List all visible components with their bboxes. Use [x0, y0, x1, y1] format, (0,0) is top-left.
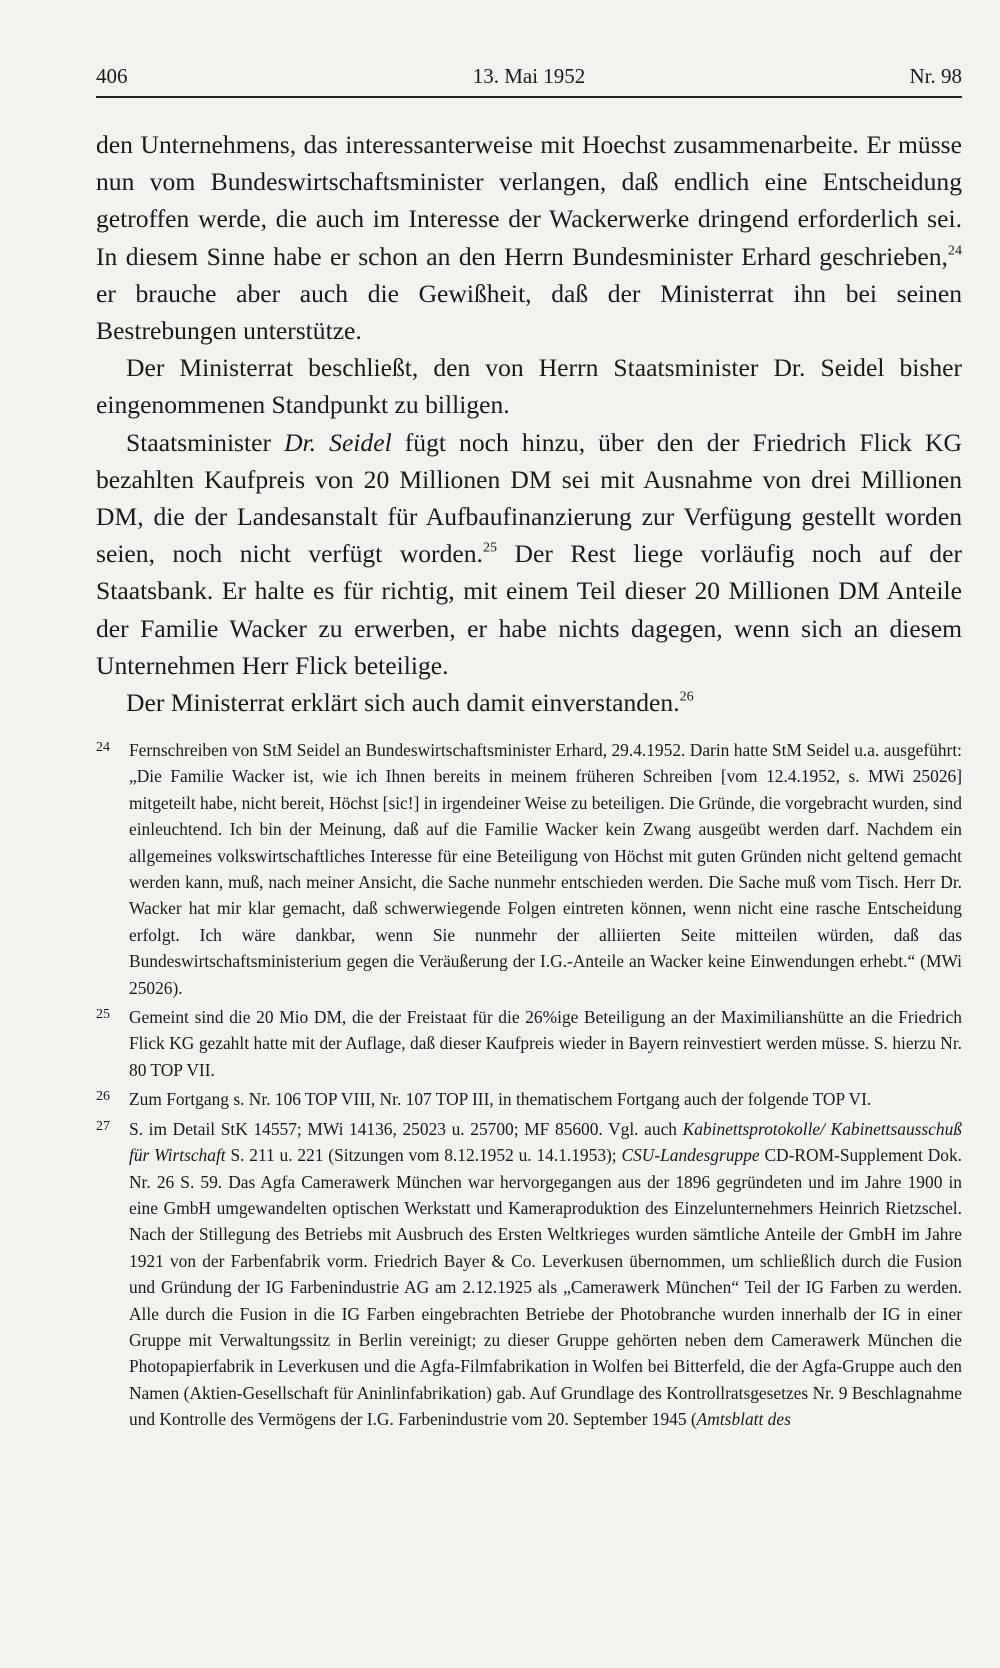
- header-date: 13. Mai 1952: [472, 64, 586, 88]
- paragraph-1-text-a: den Unternehmens, das interessanterweise mit Hoechst zusammenarbeite. Er müsse nun vom Bundeswirtschaftsminister verlangen, daß endlich eine Entscheidung getroffen werde, die auch im Interesse der Wackerwerke dringend erforderlich sei. In diesem Sinne habe er schon an den Herrn Bundesminister Erhard geschrieben,: [96, 130, 962, 271]
- footnote-text-b: S. 211 u. 221 (Sitzungen vom 8.12.1952 u. 14.1.1953);: [225, 1145, 622, 1166]
- footnote-26: [96, 1086, 962, 1112]
- footnote-25: [96, 1004, 962, 1083]
- running-header: [96, 62, 962, 98]
- main-text: [96, 126, 962, 721]
- speaker-name: Dr. Seidel: [284, 427, 392, 457]
- footnote-24: [96, 737, 962, 1001]
- paragraph-3-text-b: Der Rest liege vorläufig noch auf der Staatsbank. Er halte es für richtig, mit einem Teil dieser 20 Millionen DM Anteile der Familie Wacker zu erwerben, er habe nichts dagegen, wenn sich an diesem Unternehmen Herr Flick beteilige.: [96, 539, 962, 680]
- footnotes-section: [96, 737, 962, 1436]
- footnote-number: 27: [96, 1118, 110, 1134]
- paragraph-3-lead: Staatsminister: [126, 427, 285, 457]
- paragraph-4: [96, 684, 962, 721]
- footnote-citation-title: Kabinettsprotokolle/ Kabinettsausschuß für Wirtschaft: [129, 1118, 962, 1166]
- paragraph-3: [96, 424, 962, 684]
- paragraph-4-text: Der Ministerrat erklärt sich auch damit einverstanden.: [126, 688, 680, 718]
- paragraph-1: [96, 126, 962, 349]
- document-number: Nr. 98: [909, 64, 962, 88]
- footnote-ref-24: 24: [947, 242, 962, 259]
- footnote-ref-26: 26: [679, 688, 694, 705]
- footnote-ref-25: 25: [482, 539, 498, 556]
- footnote-text: Zum Fortgang s. Nr. 106 TOP VIII, Nr. 107 TOP III, in thematischem Fortgang auch der folgende TOP VI.: [129, 1089, 872, 1110]
- paragraph-1-text-b: er brauche aber auch die Gewißheit, daß der Ministerrat ihn bei seinen Bestrebungen unterstütze.: [96, 278, 962, 346]
- footnote-text-c: CD-ROM-Supplement Dok. Nr. 26 S. 59. Das Agfa Camerawerk München war hervorgegangen aus der 1896 gegründeten und im Jahre 1900 in eine GmbH umgewandelten optischen Werkstatt und Kameraproduktion des Einzelunternehmers Heinrich Rietzschel. Nach der Stillegung des Betriebs mit Ausbruch des Ersten Weltkrieges wurden sämtliche Anteile der GmbH im Jahre 1921 von der Farbenfabrik vorm. Friedrich Bayer & Co. Leverkusen übernommen, um schließlich durch die Fusion und Gründung der IG Farbenindustrie AG am 2.12.1925 als „Camerawerk München“ Teil der IG Farben zu werden. Alle durch die Fusion in die IG Farben eingebrachten Betriebe der Photobranche wurden innerhalb der IG in einer Gruppe mit Verwaltungssitz in Berlin vereinigt; zu dieser Gruppe gehörten neben dem Camerawerk München die Photopapierfabrik in Leverkusen und die Agfa-Filmfabrikation in Wolfen bei Bitterfeld, die der Agfa-Gruppe auch den Namen (Aktien-Gesellschaft für Aninlinfabrikation) gab. Auf Grundlage des Kontrollratsgesetzes Nr. 9 Beschlagnahme und Kontrolle des Vermögens der I.G. Farbenindustrie vom 20. September 1945 (: [129, 1145, 963, 1430]
- footnote-27: [96, 1116, 962, 1433]
- footnote-text-a: S. im Detail StK 14557; MWi 14136, 25023 u. 25700; MF 85600. Vgl. auch: [129, 1118, 683, 1139]
- footnote-text: Gemeint sind die 20 Mio DM, die der Freistaat für die 26%ige Beteiligung an der Maximilianshütte an die Friedrich Flick KG gezahlt hatte mit der Auflage, daß dieser Kaufpreis wieder in Bayern reinvestiert werden müsse. S. hierzu Nr. 80 TOP VII.: [129, 1007, 962, 1080]
- footnote-text: Fernschreiben von StM Seidel an Bundeswirtschaftsminister Erhard, 29.4.1952. Darin hatte StM Seidel u.a. ausgeführt: „Die Familie Wacker ist, wie ich Ihnen bereits in meinem früheren Schreiben [vom 12.4.1952, s. MWi 25026] mitgeteilt habe, nicht bereit, Höchst [sic!] in irgendeiner Weise zu beteiligen. Die Gründe, die vorgebracht wurden, sind einleuchtend. Ich bin der Meinung, daß auf die Familie Wacker kein Zwang ausgeübt werden darf. Nachdem ein allgemeines volkswirtschaftliches Interesse für eine Beteiligung von Höchst mit guten Gründen nicht geltend gemacht werden kann, muß, nach meiner Ansicht, die Sache nunmehr entschieden werden. Die Sache muß vom Tisch. Herr Dr. Wacker hat mir klar gemacht, daß schwerwiegende Folgen eintreten können, wenn nicht eine rasche Entscheidung erfolgt. Ich wäre dankbar, wenn Sie nunmehr der alliierten Seite mitteilen würden, daß das Bundeswirtschaftsministerium gegen die Veräußerung der I.G.-Anteile an Wacker keine Einwendungen erhebt.“ (MWi 25026).: [129, 740, 962, 998]
- footnote-citation-title-2: CSU-Landesgruppe: [621, 1145, 760, 1166]
- footnote-number: 25: [96, 1007, 110, 1023]
- page-number: 406: [96, 64, 128, 88]
- paragraph-3-text-a: fügt noch hinzu, über den der Friedrich Flick KG bezahlten Kaufpreis von 20 Millionen DM sei mit Ausnahme von drei Millionen DM, die der Landesanstalt für Aufbaufinanzierung zur Verfügung gestellt worden seien, noch nicht verfügt worden.: [96, 427, 962, 569]
- footnote-citation-title-3: Amtsblatt des: [696, 1409, 791, 1430]
- paragraph-2: Der Ministerrat beschließt, den von Herrn Staatsminister Dr. Seidel bisher eingenommenen Standpunkt zu billigen.: [96, 353, 962, 420]
- footnote-number: 26: [96, 1089, 110, 1105]
- footnote-number: 24: [96, 740, 110, 755]
